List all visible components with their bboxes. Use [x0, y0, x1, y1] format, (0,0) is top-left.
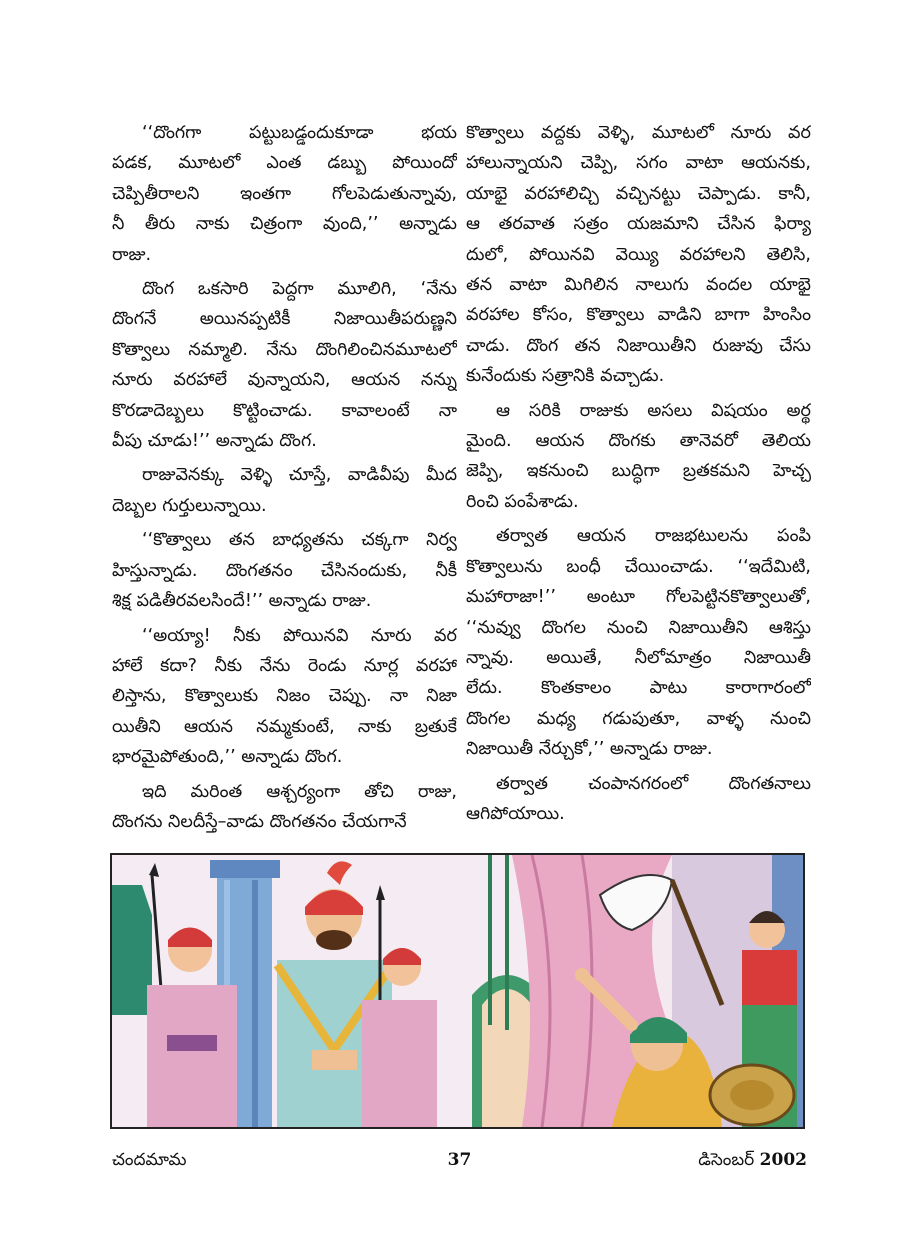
- text-line: కొత్వాలును బంధీ చేయించాడు. ‘‘ఇదేమిటి,: [466, 556, 811, 577]
- paragraph: [466, 521, 811, 764]
- text-line: దెబ్బల గుర్తులున్నాయి.: [112, 495, 267, 516]
- paragraph: [112, 777, 457, 838]
- text-line: న్నావు. అయితే, నీలోమాత్రం నిజాయితీ: [466, 647, 811, 668]
- text-line: కునేందుకు సత్రానికి వచ్చాడు.: [466, 366, 665, 387]
- text-line: కొరడాదెబ్బలు కొట్టించాడు. కావాలంటే నా: [112, 400, 457, 421]
- text-line: దులో, పోయినవి వెయ్యి వరహాలని తెలిసి,: [466, 244, 811, 265]
- text-line: నూరు వరహాలే వున్నాయని, ఆయన నన్ను: [112, 370, 457, 391]
- text-line: నిజాయితీ నేర్చుకో,’’ అన్నాడు రాజు.: [466, 739, 713, 760]
- illustration-king-and-guards-icon: [112, 855, 803, 1127]
- text-line: ఆ సరికి రాజుకు అసలు విషయం అర్థ: [496, 400, 811, 421]
- text-line: ‘‘దొంగగా పట్టుబడ్డందుకూడా భయ: [142, 123, 457, 143]
- text-line: ‘‘కొత్వాలు తన బాధ్యతను చక్కగా నిర్వ: [142, 530, 457, 551]
- text-line: తర్వాత ఆయన రాజభటులను పంపి: [496, 526, 811, 547]
- text-line: చాడు. దొంగ తన నిజాయితీని రుజువు చేసు: [466, 335, 811, 356]
- paragraph: [112, 274, 457, 456]
- text-line: హాలున్నాయని చెప్పి, సగం వాటా ఆయనకు,: [466, 153, 811, 174]
- text-line: ఆగిపోయాయి.: [466, 803, 565, 824]
- text-line: ‘‘నువ్వు దొంగల నుంచి నిజాయితీని ఆశిస్తు: [466, 617, 811, 638]
- text-line: తన వాటా మిగిలిన నాలుగు వందల యాభై: [466, 275, 811, 296]
- text-line: ‘‘అయ్యా! నీకు పోయినవి నూరు వర: [142, 625, 457, 646]
- text-line: శిక్ష పడితీరవలసిందే!’’ అన్నాడు రాజు.: [112, 591, 372, 612]
- paragraph: [466, 118, 811, 392]
- text-line: దొంగను నిలదీస్తే–వాడు దొంగతనం చేయగానే: [112, 811, 407, 832]
- text-line: దొంగ ఒకసారి పెద్దగా మూలిగి, ‘నేను: [142, 279, 457, 300]
- text-line: వీపు చూడు!’’ అన్నాడు దొంగ.: [112, 431, 317, 452]
- text-line: తర్వాత చంపానగరంలో దొంగతనాలు: [496, 773, 811, 794]
- text-line: భారమైపోతుంది,’’ అన్నాడు దొంగ.: [112, 747, 343, 768]
- story-illustration: [110, 853, 805, 1129]
- text-line: లేదు. కొంతకాలం పాటు కారాగారంలో: [466, 678, 811, 699]
- text-line: రాజు.: [112, 244, 152, 265]
- issue-year: 2002: [759, 1150, 807, 1170]
- text-line: పడక, మూటలో ఎంత డబ్బు పోయిందో: [112, 153, 457, 174]
- issue-date: [698, 1150, 807, 1174]
- text-line: రించి పంపేశాడు.: [466, 491, 579, 512]
- paragraph: [466, 396, 811, 518]
- text-line: రాజువెనక్కు వెళ్ళి చూస్తే, వాడివీపు మీద: [142, 465, 457, 486]
- left-column: [112, 118, 457, 841]
- paragraph: [112, 525, 457, 616]
- text-line: దొంగల మధ్య గడుపుతూ, వాళ్ళ నుంచి: [466, 708, 811, 729]
- text-line: వరహాల కోసం, కొత్వాలు వాడిని బాగా హింసిం: [466, 305, 811, 326]
- text-line: హిస్తున్నాడు. దొంగతనం చేసినందుకు, నీకీ: [112, 560, 457, 581]
- paragraph: [466, 769, 811, 830]
- paragraph: [112, 460, 457, 521]
- text-line: కొత్వాలు వద్దకు వెళ్ళి, మూటలో నూరు వర: [466, 123, 811, 143]
- text-line: ఆ తరవాత సత్రం యజమాని చేసిన ఫిర్యా: [466, 214, 811, 235]
- text-line: దొంగనే అయినప్పటికీ నిజాయితీపరుణ్ణని: [112, 309, 457, 330]
- text-line: నీ తీరు నాకు చిత్రంగా వుంది,’’ అన్నాడు: [112, 214, 457, 235]
- text-line: మైంది. ఆయన దొంగకు తానెవరో తెలియ: [466, 431, 811, 452]
- text-line: చెప్పితీరాలని ఇంతగా గోలపెడుతున్నావు,: [112, 183, 457, 204]
- page-footer: [112, 1150, 807, 1174]
- page-number: 37: [447, 1150, 472, 1170]
- text-line: హాలే కదా? నీకు నేను రెండు నూర్ల వరహా: [112, 655, 457, 676]
- text-line: మహారాజా!’’ అంటూ గోలపెట్టినకొత్వాలుతో,: [466, 587, 811, 608]
- text-line: జెప్పి, ఇకనుంచి బుద్ధిగా బ్రతకమని హెచ్చ: [466, 461, 811, 482]
- magazine-name: చందమామ: [112, 1150, 187, 1170]
- issue-month: డిసెంబర్: [698, 1150, 755, 1170]
- text-line: యాభై వరహాలిచ్చి వచ్చినట్టు చెప్పాడు. కానీ,: [466, 183, 811, 204]
- right-column: [466, 118, 811, 833]
- paragraph: [112, 621, 457, 773]
- text-line: యితీని ఆయన నమ్మకుంటే, నాకు బ్రతుకే: [112, 716, 457, 737]
- text-line: ఇది మరింత ఆశ్చర్యంగా తోచి రాజు,: [142, 781, 457, 802]
- text-line: కొత్వాలు నమ్మాలి. నేను దొంగిలించినమూటలో: [112, 339, 457, 360]
- text-line: లిస్తాను, కొత్వాలుకు నిజం చెప్పు. నా నిజా: [112, 686, 457, 707]
- paragraph: [112, 118, 457, 270]
